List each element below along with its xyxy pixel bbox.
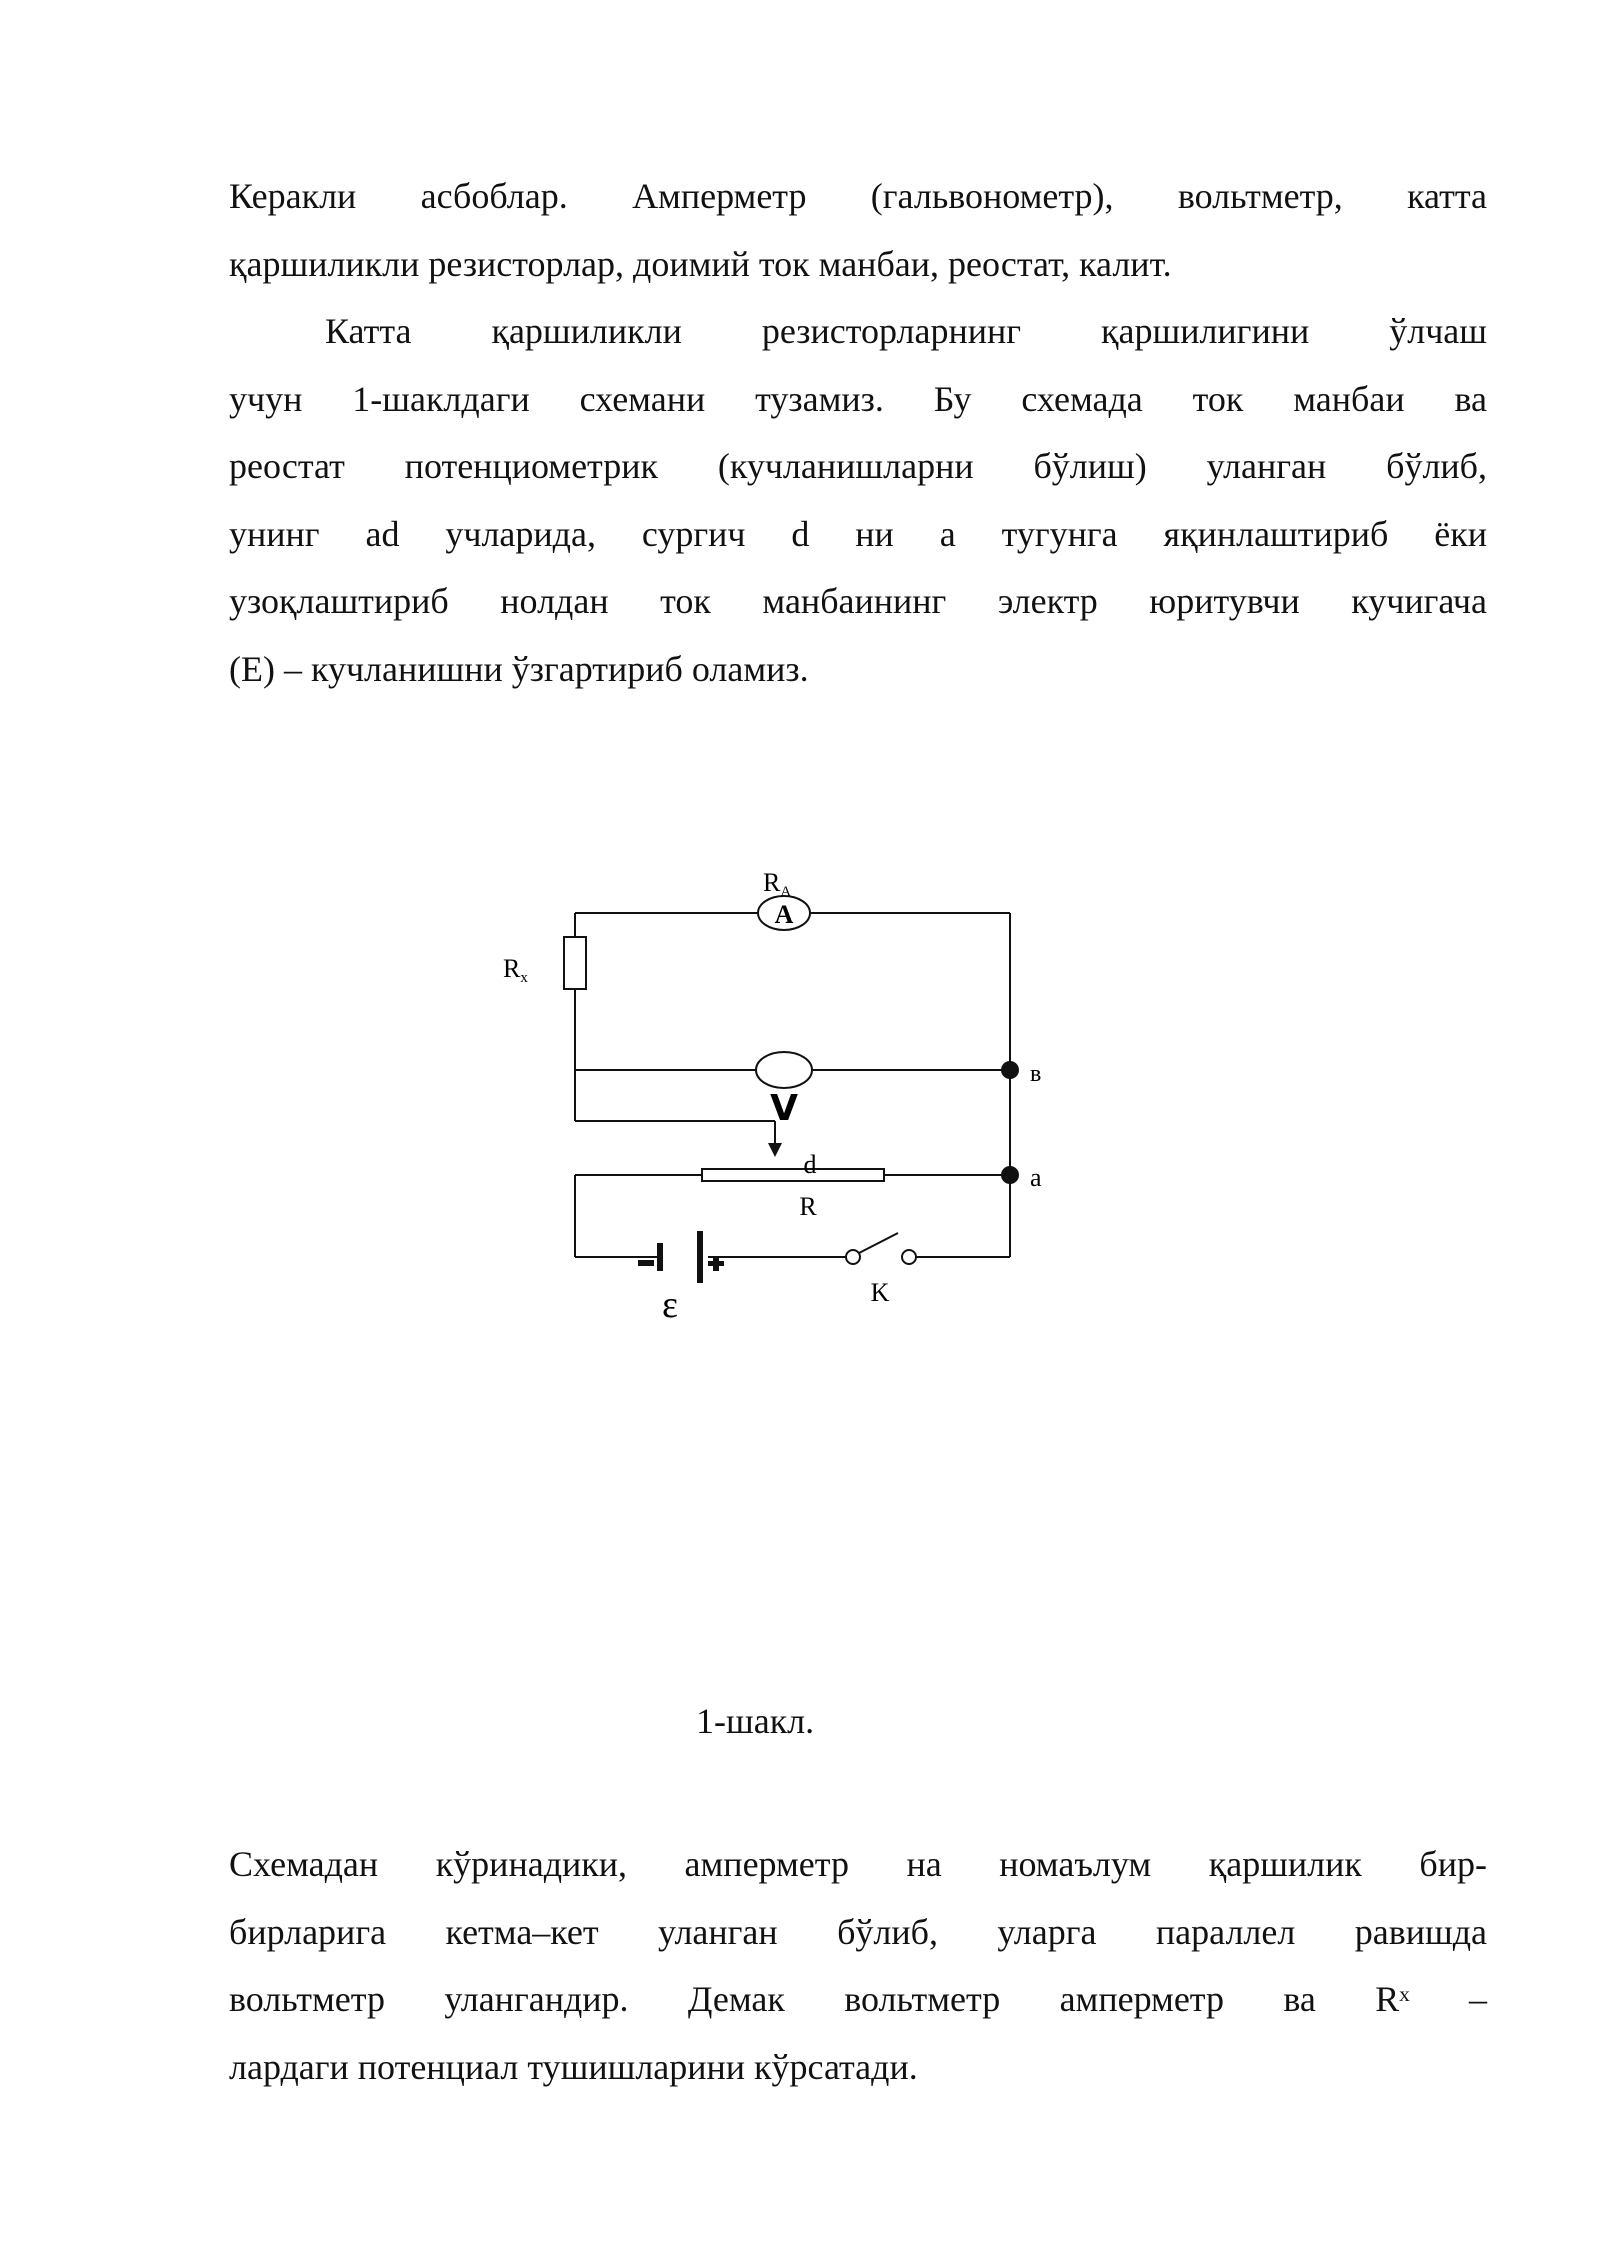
voltmeter-circle <box>756 1052 812 1088</box>
slider-arrow <box>768 1143 782 1157</box>
rheostat-label: R <box>799 1192 817 1221</box>
text-line: унинг ad учларида, сургич d ни a тугунга яқинлаштириб ёки <box>229 513 1487 554</box>
figure-caption-text: 1-шакл. <box>696 1701 815 1741</box>
node-b-dot <box>1001 1061 1019 1079</box>
text-line: учун 1-шаклдаги схемани тузамиз. Бу схемада ток манбаи ва <box>229 378 1487 419</box>
node-a-label: a <box>1030 1163 1042 1192</box>
key-label: K <box>870 1278 890 1307</box>
text-line: Катта қаршиликли резисторларнинг қаршилигини ўлчаш <box>325 311 1487 351</box>
unknown-resistor <box>564 937 586 989</box>
text-line: (E) – кучланишни ўзгартириб оламиз. <box>229 648 809 689</box>
ammeter-symbol: A <box>774 900 794 929</box>
text-line: Керакли асбоблар. Амперметр (гальвонометр), вольтметр, катта <box>229 176 1487 216</box>
explanation-paragraph <box>229 1831 1487 2101</box>
rheostat-body <box>702 1169 884 1181</box>
emf-label: ε <box>662 1284 678 1326</box>
text-line: лардаги потенциал тушишларини кўрсатади. <box>229 2046 918 2087</box>
text-line: бирларига кетма–кет уланган бўлиб, уларга параллел равишда <box>229 1911 1487 1952</box>
battery-minus-sign <box>638 1260 654 1266</box>
text-line: вольтметр улангандир. Демак вольтметр амперметр ва Rˣ – <box>229 1979 1487 2019</box>
text-line: узоқлаштириб нолдан ток манбаининг электр юритувчи кучигача <box>229 581 1487 621</box>
circuit-diagram <box>470 845 1090 1335</box>
text-line: қаршиликли резисторлар, доимий ток манбаи, реостат, калит. <box>229 243 1172 284</box>
voltmeter-symbol: V <box>770 1088 798 1129</box>
intro-paragraph <box>229 163 1487 703</box>
ammeter-resistance-label: RA <box>763 868 792 900</box>
battery-plus-sign-v <box>713 1256 719 1271</box>
text-line: Схемадан кўринадики, амперметр на номаълум қаршилик бир- <box>229 1844 1487 1884</box>
node-a-dot <box>1001 1166 1019 1184</box>
text-line: реостат потенциометрик (кучланишларни бўлиш) уланган бўлиб, <box>229 446 1487 486</box>
slider-label: d <box>803 1150 817 1179</box>
key-contact-left <box>846 1250 860 1264</box>
unknown-resistor-label: Rx <box>503 954 528 986</box>
key-lever <box>859 1233 898 1253</box>
node-b-label: в <box>1030 1061 1042 1087</box>
key-contact-right <box>902 1250 916 1264</box>
